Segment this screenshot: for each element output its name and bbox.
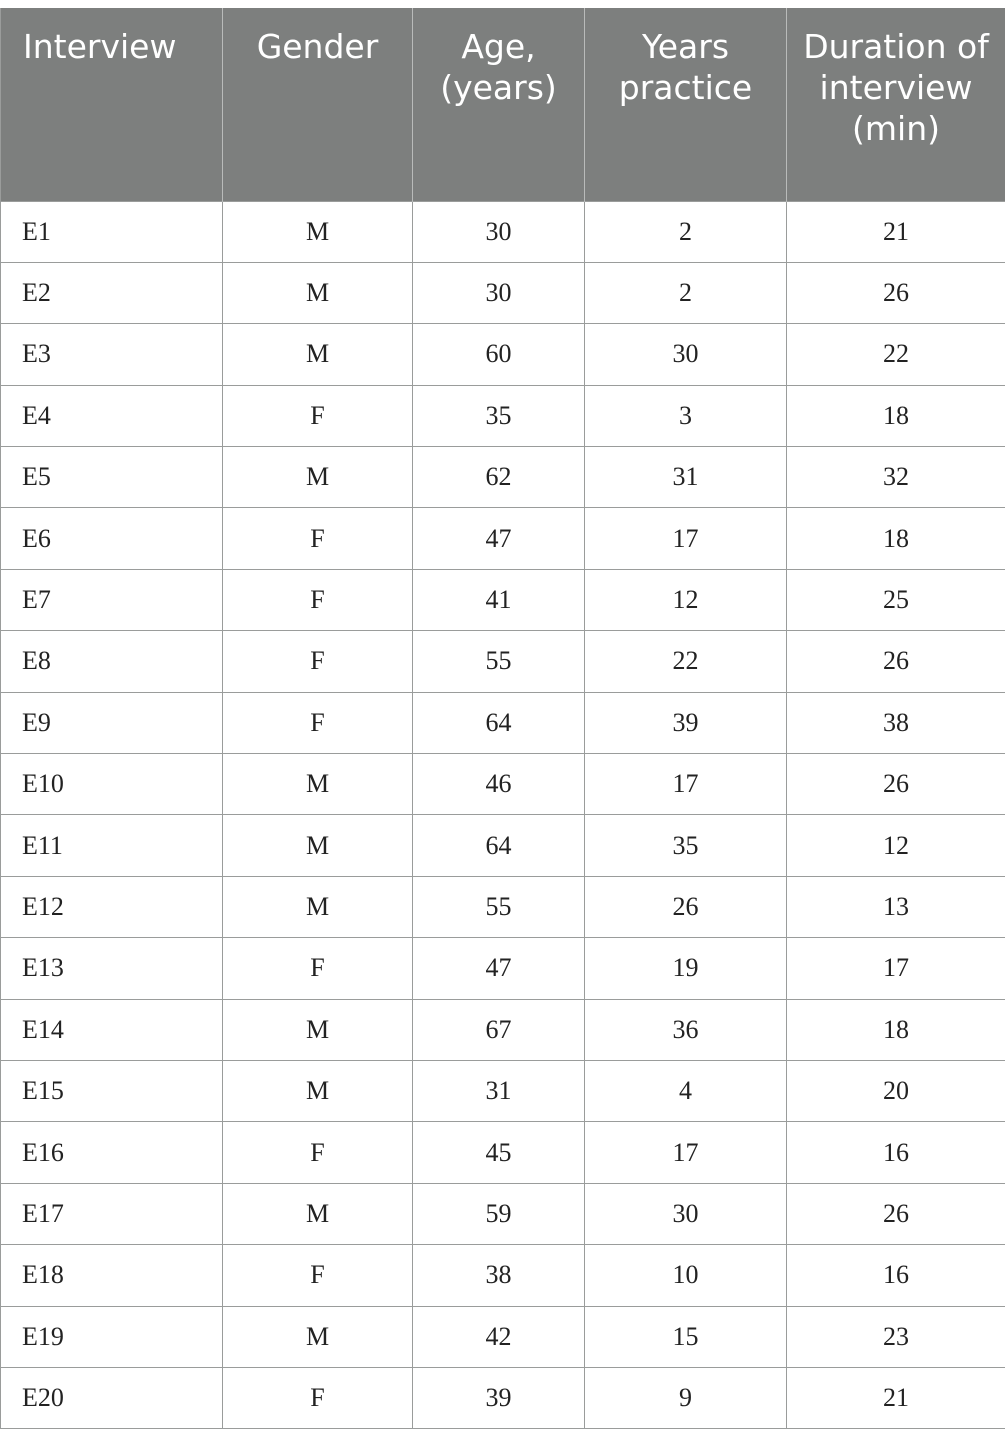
cell-gender: M [223,1183,413,1244]
table-row [1,569,1005,630]
cell-years-practice: 36 [585,999,787,1060]
cell-interview: E20 [1,1367,223,1428]
cell-gender: F [223,1367,413,1428]
cell-duration: 16 [787,1245,1005,1306]
cell-years-practice: 35 [585,815,787,876]
cell-age: 67 [413,999,585,1060]
cell-duration: 32 [787,447,1005,508]
cell-interview: E13 [1,938,223,999]
cell-years-practice: 30 [585,324,787,385]
cell-interview: E11 [1,815,223,876]
cell-age: 30 [413,262,585,323]
table-row [1,815,1005,876]
header-row [1,8,1005,201]
cell-duration: 22 [787,324,1005,385]
cell-years-practice: 15 [585,1306,787,1367]
cell-interview: E4 [1,385,223,446]
cell-years-practice: 30 [585,1183,787,1244]
cell-interview: E16 [1,1122,223,1183]
cell-duration: 20 [787,1060,1005,1121]
cell-age: 30 [413,201,585,262]
cell-age: 38 [413,1245,585,1306]
table-header [1,8,1005,201]
table-row [1,754,1005,815]
table-row [1,1183,1005,1244]
cell-interview: E6 [1,508,223,569]
cell-duration: 38 [787,692,1005,753]
cell-years-practice: 10 [585,1245,787,1306]
table-row [1,1367,1005,1428]
cell-duration: 26 [787,631,1005,692]
cell-years-practice: 19 [585,938,787,999]
table-row [1,1122,1005,1183]
cell-gender: F [223,1122,413,1183]
cell-gender: M [223,999,413,1060]
cell-duration: 26 [787,1183,1005,1244]
header-duration: Duration of interview (min) [787,8,1005,201]
cell-years-practice: 17 [585,754,787,815]
cell-gender: M [223,447,413,508]
cell-interview: E17 [1,1183,223,1244]
cell-gender: F [223,631,413,692]
cell-interview: E10 [1,754,223,815]
header-interview: Interview [1,8,223,201]
cell-gender: M [223,324,413,385]
table-row [1,631,1005,692]
cell-age: 45 [413,1122,585,1183]
cell-gender: M [223,262,413,323]
cell-gender: M [223,754,413,815]
cell-gender: F [223,1245,413,1306]
cell-duration: 12 [787,815,1005,876]
cell-interview: E9 [1,692,223,753]
cell-interview: E19 [1,1306,223,1367]
cell-duration: 16 [787,1122,1005,1183]
cell-duration: 23 [787,1306,1005,1367]
cell-duration: 26 [787,754,1005,815]
cell-duration: 17 [787,938,1005,999]
header-years-practice: Years practice [585,8,787,201]
cell-duration: 21 [787,1367,1005,1428]
cell-gender: F [223,508,413,569]
cell-interview: E14 [1,999,223,1060]
cell-interview: E7 [1,569,223,630]
cell-duration: 18 [787,508,1005,569]
cell-gender: F [223,569,413,630]
cell-years-practice: 4 [585,1060,787,1121]
cell-age: 39 [413,1367,585,1428]
cell-duration: 26 [787,262,1005,323]
cell-years-practice: 17 [585,1122,787,1183]
cell-years-practice: 3 [585,385,787,446]
table-row [1,1245,1005,1306]
table-row [1,1060,1005,1121]
cell-years-practice: 2 [585,201,787,262]
header-gender: Gender [223,8,413,201]
cell-interview: E8 [1,631,223,692]
cell-duration: 18 [787,385,1005,446]
cell-age: 47 [413,508,585,569]
cell-gender: M [223,876,413,937]
table-row [1,938,1005,999]
cell-interview: E2 [1,262,223,323]
cell-gender: F [223,938,413,999]
cell-interview: E1 [1,201,223,262]
table-row [1,876,1005,937]
table-row [1,385,1005,446]
table-row [1,508,1005,569]
cell-duration: 18 [787,999,1005,1060]
interview-table [0,8,1005,1429]
cell-age: 35 [413,385,585,446]
header-age: Age, (years) [413,8,585,201]
cell-age: 31 [413,1060,585,1121]
cell-gender: F [223,385,413,446]
cell-age: 64 [413,815,585,876]
cell-gender: M [223,201,413,262]
cell-interview: E3 [1,324,223,385]
cell-gender: M [223,815,413,876]
cell-age: 59 [413,1183,585,1244]
table-row [1,447,1005,508]
cell-age: 42 [413,1306,585,1367]
cell-age: 41 [413,569,585,630]
cell-gender: M [223,1306,413,1367]
cell-years-practice: 9 [585,1367,787,1428]
cell-years-practice: 17 [585,508,787,569]
cell-duration: 21 [787,201,1005,262]
cell-age: 55 [413,876,585,937]
cell-years-practice: 22 [585,631,787,692]
cell-duration: 13 [787,876,1005,937]
table-body [1,201,1005,1429]
cell-age: 62 [413,447,585,508]
cell-years-practice: 26 [585,876,787,937]
cell-interview: E12 [1,876,223,937]
cell-age: 46 [413,754,585,815]
cell-age: 55 [413,631,585,692]
table-row [1,692,1005,753]
cell-gender: M [223,1060,413,1121]
cell-gender: F [223,692,413,753]
cell-years-practice: 12 [585,569,787,630]
cell-age: 60 [413,324,585,385]
cell-interview: E18 [1,1245,223,1306]
table-row [1,999,1005,1060]
cell-years-practice: 39 [585,692,787,753]
cell-interview: E15 [1,1060,223,1121]
cell-age: 47 [413,938,585,999]
cell-years-practice: 31 [585,447,787,508]
cell-duration: 25 [787,569,1005,630]
table-row [1,201,1005,262]
table-row [1,324,1005,385]
table-row [1,262,1005,323]
cell-age: 64 [413,692,585,753]
table-row [1,1306,1005,1367]
cell-interview: E5 [1,447,223,508]
cell-years-practice: 2 [585,262,787,323]
